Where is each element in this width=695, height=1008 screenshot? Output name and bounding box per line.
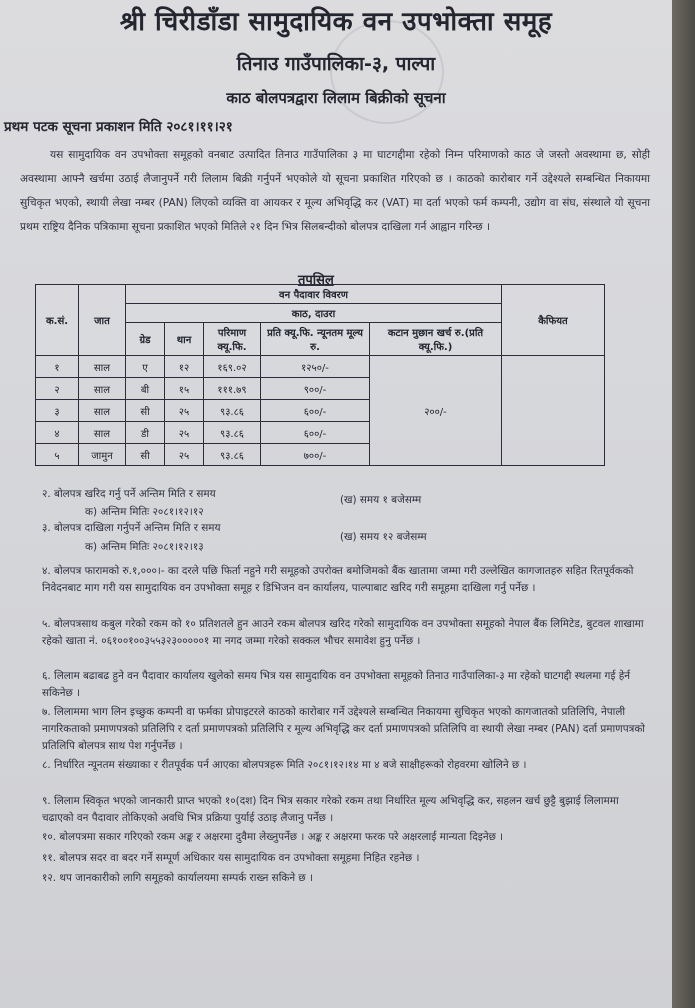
cell-species: साल (79, 378, 126, 400)
intro-paragraph: यस सामुदायिक वन उपभोक्ता समूहको वनबाट उत्पादित तिनाउ गाउँपालिका ३ मा घाटगद्दीमा रहेको निम्न परिमाणको काठ जे जस्तो अवस्थामा छ, सोही अवस्थामा आफ्नै खर्चमा उठाई लैजानुपर्ने गरी लिलाम बिक्री गर्नुपर्ने भएकोले यो सूचना प्रकाशित गरिएको छ । काठको कारोबार गर्ने उद्देश्यले सम्बन्धित निकायमा सुचिकृत भएको, स्थायी लेखा नम्बर (PAN) लिएको व्यक्ति वा आयकर र मूल्य अभिवृद्धि कर (VAT) मा दर्ता भएको फर्म कम्पनी, उद्योग वा संघ, संस्थाले यो सूचना प्रथम राष्ट्रिय दैनिक पत्रिकामा सूचना प्रकाशित भएको मितिले २१ दिन भित्र सिलबन्दीको बोलपत्र दाखिला गर्न आह्वान गरिन्छ । (20, 149, 650, 233)
municipality: तिनाउ गाउँपालिका-३, पाल्पा (236, 53, 436, 75)
cell-sn: १ (36, 356, 79, 378)
note-8: ८. निर्धारित न्यूनतम संख्याका र रीतपूर्वक पर्न आएका बोलपत्रहरू मिति २०८१।१२।१४ मा ४ बजे साक्षीहरूको रोहवरमा खोलिने छ । (42, 759, 527, 771)
timber-table (35, 284, 605, 466)
cell-quantity: ९३.८६ (204, 422, 261, 444)
header-remarks: कैफियत (502, 285, 605, 356)
publish-date-line: प्रथम पटक सूचना प्रकाशन मिति २०८१।११।२१ (4, 119, 233, 135)
cell-pieces: १५ (165, 378, 204, 400)
header-grade: ग्रेड (126, 323, 165, 356)
cell-cutting-cost: २००/- (370, 356, 502, 466)
note-5: ५. बोलपत्रसाथ कबुल गरेको रकम को १० प्रतिशतले हुन आउने रकम बोलपत्र खरिद गरेको सामुदायिक वन उपभोक्ता समूहको नेपाल बैंक लिमिटेड, बुटवल शाखामा रहेको खाता नं. ०६१००१००३५५३२३०००००१ मा नगद जम्मा गरेको सक्कल भौचर समावेश हुनु पर्नेछ । (42, 618, 644, 647)
header-sn: क.सं. (36, 285, 79, 356)
note-3b: (ख) समय १२ बजेसम्म (340, 531, 427, 543)
notice-title: काठ बोलपत्रद्वारा लिलाम बिक्रीको सूचना (226, 89, 446, 107)
cell-sn: २ (36, 378, 79, 400)
note-2a: क) अन्तिम मितिः २०८१।१२।१२ (85, 506, 204, 518)
cell-quantity: १११.७९ (204, 378, 261, 400)
cell-pieces: २५ (165, 400, 204, 422)
header-group: वन पैदावार विवरण (126, 285, 502, 304)
header-species: जात (79, 285, 126, 356)
cell-sn: ५ (36, 444, 79, 466)
note-7: ७. लिलाममा भाग लिन इच्छुक कम्पनी वा फर्मका प्रोपाइटरले काठको कारोबार गर्ने उद्देश्यले सम्बन्धित निकायमा सुचिकृत भएको कागजातको प्रतिलिपि, नेपाली नागरिकताको प्रमाणपत्रको प्रतिलिपि र दर्ता प्रमाणपत्रको प्रतिलिपि र मूल्य अभिवृद्धि कर दर्ता प्रमाणपत्रको प्रतिलिपि वा स्थायी लेखा नम्बर (PAN) दर्ता प्रमाणपत्रको प्रतिलिपि बोलपत्र साथ पेश गर्नुपर्नेछ । (42, 706, 646, 752)
header-quantity: परिमाण क्यू.फि. (204, 323, 261, 356)
note-9: ९. लिलाम स्विकृत भएको जानकारी प्राप्त भएको १०(दश) दिन भित्र सकार गरेको रकम तथा निर्धारित मूल्य अभिवृद्धि कर, सहलन खर्च छुट्टै बुझाई लिलाममा चढाएको वन पैदावार तोकिएको अवधि भित्र प्रक्रिया पुर्याई उठाइ लैजानु पर्नेछ । (42, 795, 619, 824)
cell-pieces: २५ (165, 422, 204, 444)
cell-grade: सी (126, 400, 165, 422)
note-2: २. बोलपत्र खरिद गर्नु पर्ने अन्तिम मिति र समय (42, 488, 216, 500)
background-edge (672, 0, 695, 1008)
header-subgroup: काठ, दाउरा (126, 304, 502, 323)
cell-species: जामुन (79, 444, 126, 466)
cell-species: साल (79, 422, 126, 444)
cell-pieces: २५ (165, 444, 204, 466)
cell-quantity: १६९.०२ (204, 356, 261, 378)
org-name: श्री चिरीडाँडा सामुदायिक वन उपभोक्ता समूह (119, 7, 553, 37)
header-pieces: थान (165, 323, 204, 356)
cell-grade: बी (126, 378, 165, 400)
cell-species: साल (79, 400, 126, 422)
cell-sn: ३ (36, 400, 79, 422)
cell-pieces: १२ (165, 356, 204, 378)
cell-min-price: ६००/- (261, 400, 370, 422)
cell-min-price: १२५०/- (261, 356, 370, 378)
note-3: ३. बोलपत्र दाखिला गर्नुपर्ने अन्तिम मिति र समय (42, 522, 221, 534)
cell-grade: ए (126, 356, 165, 378)
table-row (36, 356, 605, 378)
cell-quantity: ९३.८६ (204, 400, 261, 422)
note-11: ११. बोलपत्र सदर वा बदर गर्ने सम्पूर्ण अधिकार यस सामुदायिक वन उपभोक्ता समूहमा निहित रहनेछ । (42, 852, 420, 864)
cell-grade: डी (126, 422, 165, 444)
header-cutting-cost: कटान मुछान खर्च रु.(प्रति क्यू.फि.) (370, 323, 502, 356)
table-label: तपसिल (298, 273, 334, 288)
note-3a: क) अन्तिम मितिः २०८१।१२।१३ (85, 541, 204, 553)
note-2b: (ख) समय १ बजेसम्म (340, 494, 422, 506)
cell-min-price: ७००/- (261, 444, 370, 466)
cell-min-price: ९००/- (261, 378, 370, 400)
cell-species: साल (79, 356, 126, 378)
cell-sn: ४ (36, 422, 79, 444)
note-6: ६. लिलाम बढाबढ हुने वन पैदावार कार्यालय खुलेको समय भित्र यस सामुदायिक वन उपभोक्ता समूहको तिनाउ गाउँपालिका-३ मा रहेको घाटगद्दी स्थलमा गई हेर्न सकिनेछ । (42, 670, 631, 699)
header-min-price: प्रति क्यू.फि. न्यूनतम मूल्य रु. (261, 323, 370, 356)
cell-min-price: ६००/- (261, 422, 370, 444)
note-4: ४. बोलपत्र फारामको रु.१,०००।- का दरले पछि फिर्ता नहुने गरी समूहको उपरोक्त बमोजिमको बैंक खातामा जम्मा गरी उल्लेखित कागजातहरु सहित रितपूर्वकको निवेदनबाट माग गरी यस सामुदायिक वन उपभोक्ता समूह र डिभिजन वन कार्यालय, पाल्पाबाट खरिद गरी समूहमा दाखिला गर्नु पर्नेछ । (42, 565, 634, 594)
cell-remarks (502, 356, 605, 466)
note-10: १०. बोलपत्रमा सकार गरिएको रकम अङ्क र अक्षरमा दुवैमा लेख्नुपर्नेछ । अङ्क र अक्षरमा फरक परे अक्षरलाई मान्यता दिइनेछ । (42, 831, 504, 843)
cell-quantity: ९३.८६ (204, 444, 261, 466)
cell-grade: सी (126, 444, 165, 466)
note-12: १२. थप जानकारीको लागि समूहको कार्यालयमा सम्पर्क राख्न सकिने छ । (42, 872, 313, 884)
